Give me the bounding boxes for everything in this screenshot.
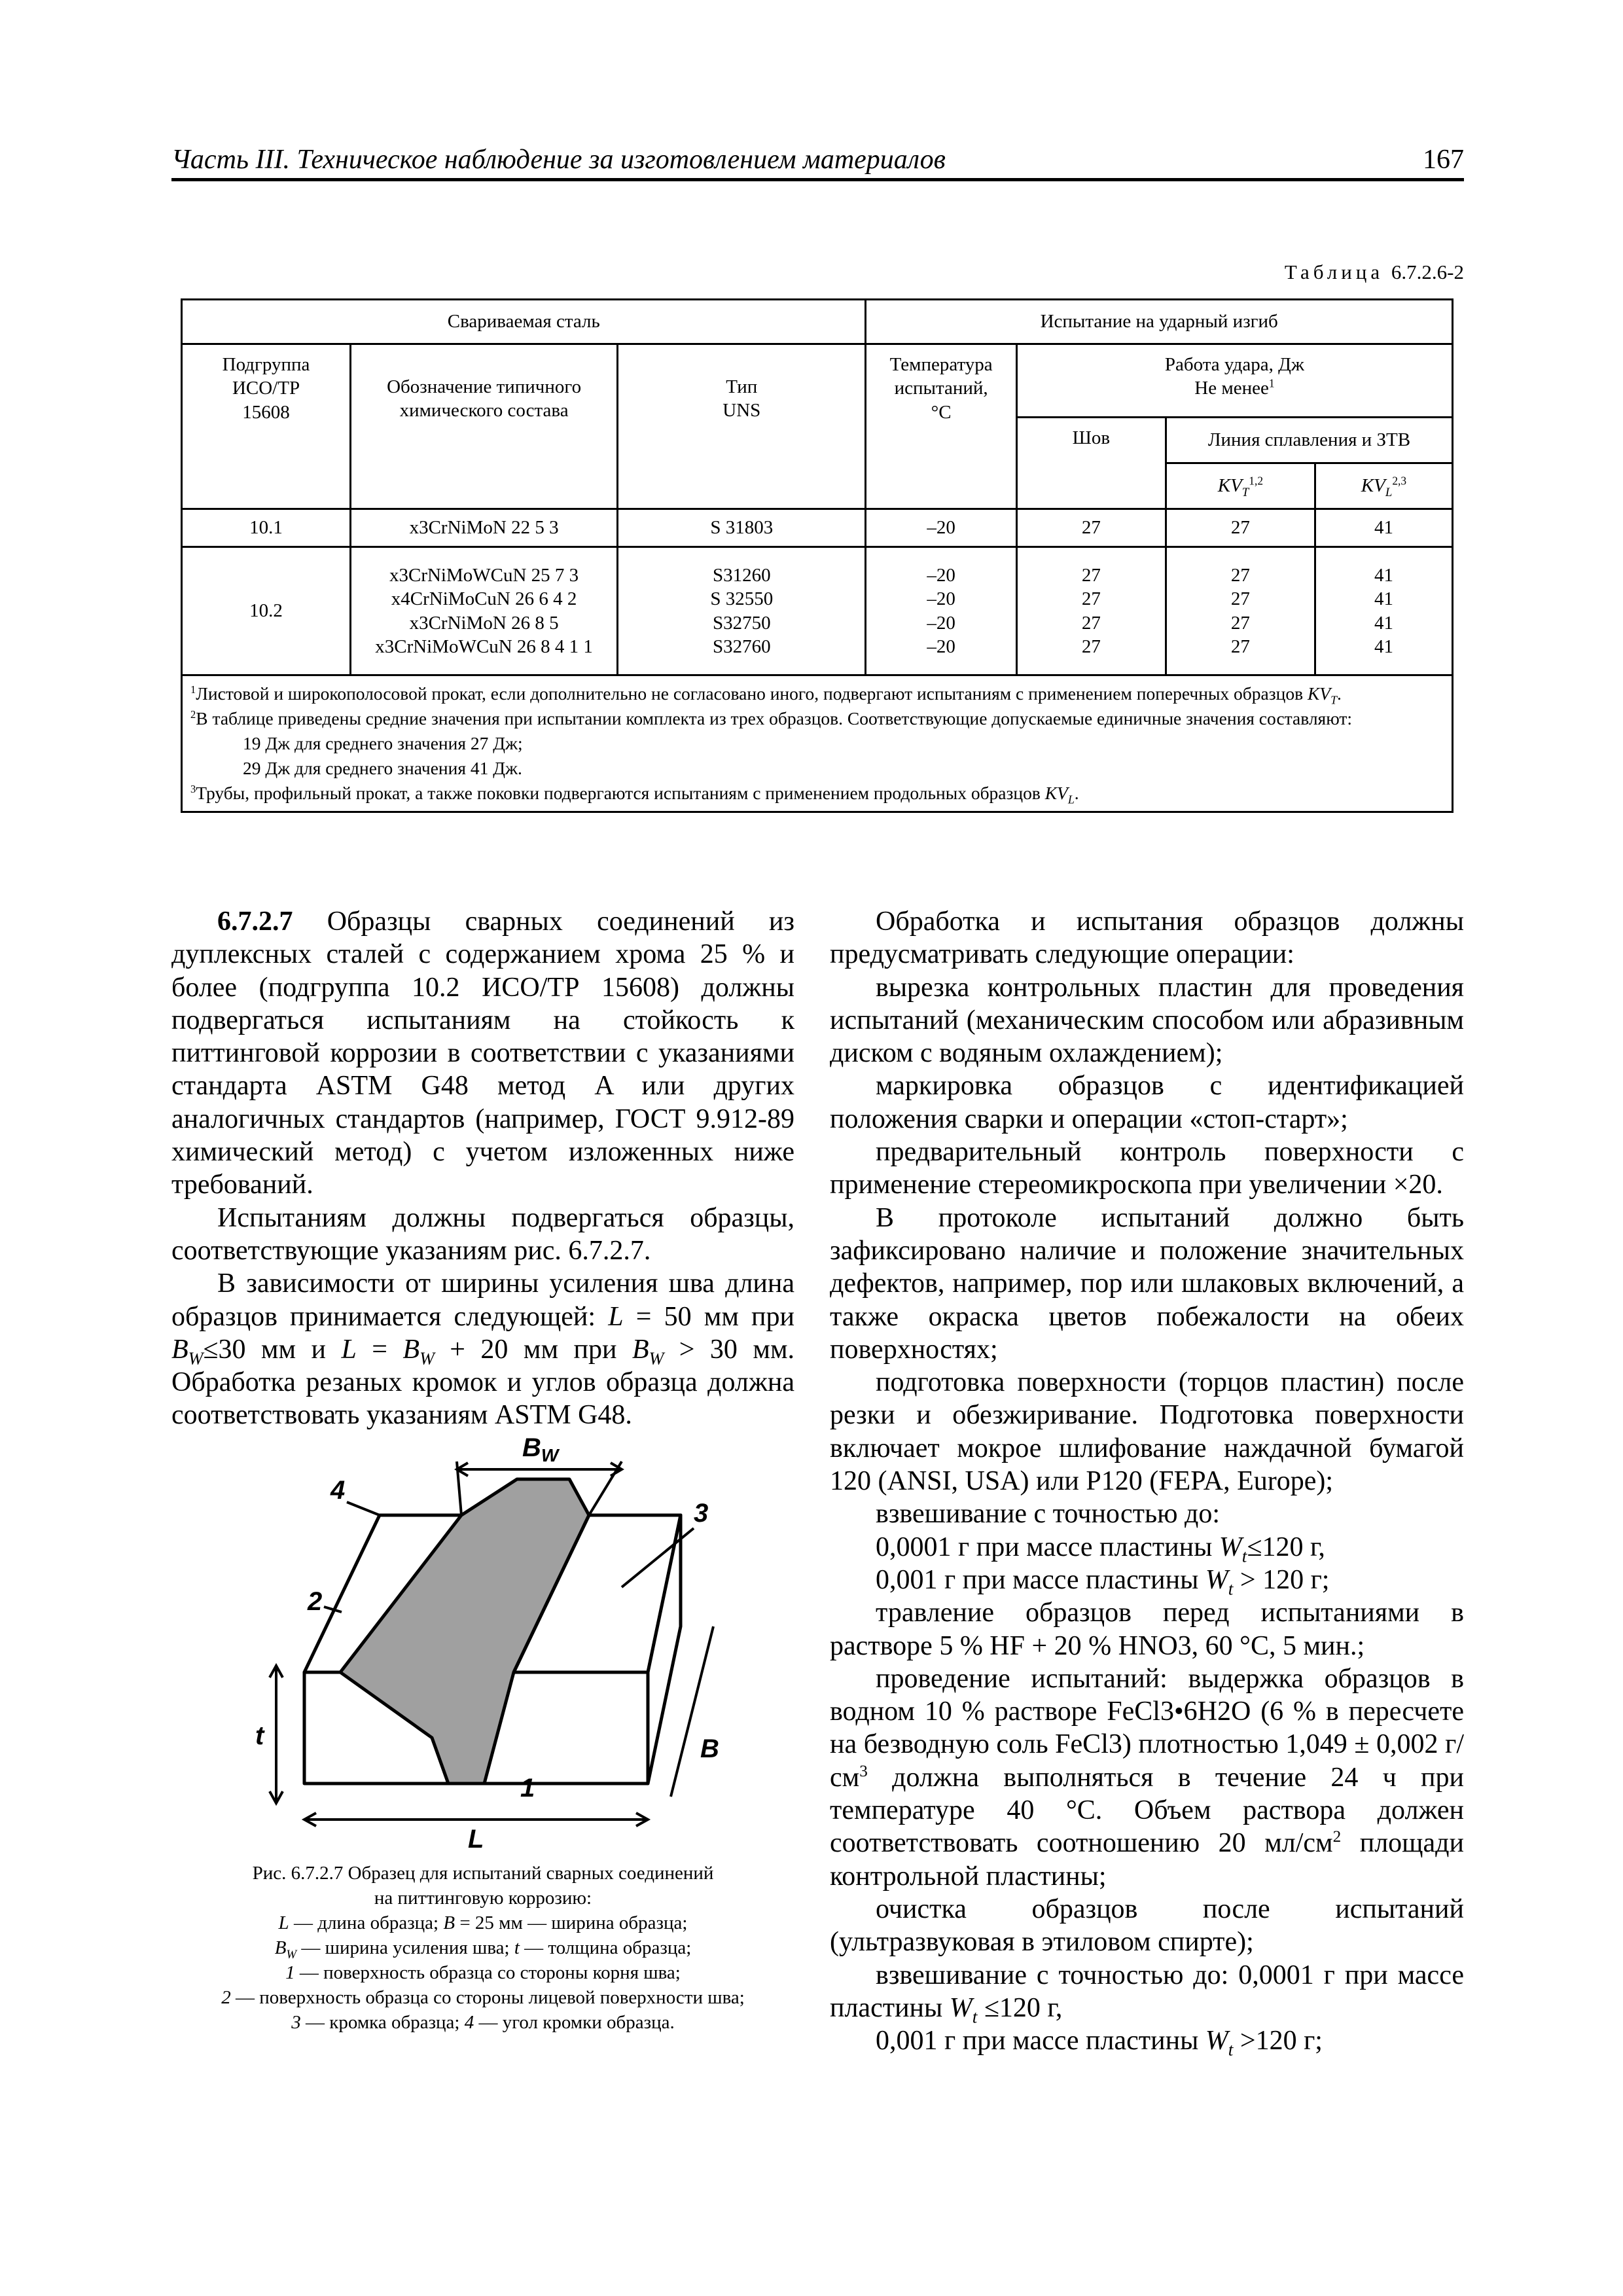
subscript: t bbox=[972, 2007, 978, 2027]
paragraph: Испытаниям должны подвергаться образцы, соответствующие указаниям рис. 6.7.2.7. bbox=[171, 1202, 794, 1266]
symbol: W bbox=[1219, 1532, 1242, 1562]
text: + 20 мм при bbox=[434, 1334, 632, 1365]
cell-line: 41 bbox=[1374, 565, 1393, 586]
table-notes-row bbox=[182, 675, 1453, 812]
cell-line: x4CrNiMoCuN 26 6 4 2 bbox=[391, 588, 577, 610]
text: 0,001 г при массе пластины bbox=[876, 2026, 1205, 2056]
symbol: L bbox=[278, 1912, 289, 1933]
footnote-end: . bbox=[1074, 782, 1079, 803]
group-header-steel: Свариваемая сталь bbox=[182, 300, 866, 344]
text: должна выполняться в течение 24 ч при температуре 40 °C. Объем раствора должен соответствовать соотношению 20 мл/см bbox=[830, 1762, 1464, 1859]
symbol: B bbox=[171, 1334, 188, 1365]
paragraph-text: Образцы сварных соединений из дуплексных сталей с содержанием хрома 25 % и более (подгруппа 10.2 ИСО/ТР 15608) должны подвергаться испытаниям на стойкость к питтинговой коррозии в соответствии с указаниями стандарта ASTM G48 метод A или других аналогичных стандартов (например, ГОСТ 9.912-89 химический метод) с учетом изложенных ниже требований. bbox=[171, 906, 794, 1200]
symbol: L bbox=[608, 1301, 624, 1332]
cell-line: –20 bbox=[927, 636, 955, 657]
leader-4 bbox=[347, 1502, 380, 1515]
figure-label-t: t bbox=[255, 1721, 264, 1750]
header-weld: Шов bbox=[1016, 418, 1166, 509]
footnote-text: В таблице приведены средние значения при испытании комплекта из трех образцов. Соответствующие допускаемые единичные значения составляют: bbox=[196, 708, 1353, 728]
caption-legend bbox=[171, 1935, 794, 1960]
cell-line: 27 bbox=[1230, 588, 1250, 610]
header-uns-line: UNS bbox=[722, 400, 761, 422]
cell-uns bbox=[618, 547, 866, 675]
text: ≤120 г, bbox=[977, 1992, 1063, 2023]
symbol: W bbox=[1205, 2026, 1228, 2056]
footnote-2 bbox=[190, 706, 1444, 731]
header-kvt bbox=[1166, 463, 1315, 509]
symbol: B bbox=[632, 1334, 649, 1365]
cell-line: S32760 bbox=[712, 636, 771, 657]
text: — кромка образца; bbox=[300, 2012, 465, 2033]
header-temperature-line: °C bbox=[931, 401, 952, 423]
text: взвешивание с точностью до: 0,0001 г при массе пластины bbox=[830, 1960, 1464, 2023]
header-impact-work bbox=[1016, 344, 1452, 418]
text: = 25 мм — ширина образца; bbox=[455, 1912, 688, 1933]
header-subgroup-line: 15608 bbox=[242, 401, 290, 423]
footnote-marker: 3 bbox=[190, 782, 196, 795]
footnote-end: . bbox=[1337, 683, 1342, 704]
cell-designation bbox=[351, 547, 618, 675]
paragraph: маркировка образцов с идентификацией положения сварки и операции «стоп-старт»; bbox=[830, 1071, 1464, 1134]
cell-line: S 32550 bbox=[710, 588, 774, 610]
subscript: W bbox=[649, 1348, 664, 1369]
symbol: W bbox=[1205, 1564, 1228, 1595]
paragraph: В протоколе испытаний должно быть зафиксировано наличие и положение значительных дефектов, например, пор или шлаковых включений, а также окраска цветов побежалости на обеих поверхностях; bbox=[830, 1202, 1464, 1365]
table-notes bbox=[182, 675, 1453, 812]
header-temperature-line: Температура bbox=[889, 354, 993, 375]
specification-table bbox=[181, 298, 1454, 813]
subscript: W bbox=[286, 1947, 297, 1962]
figure-label-3: 3 bbox=[694, 1499, 709, 1528]
header-impact-work-min bbox=[1022, 376, 1448, 400]
specimen-figure bbox=[255, 1410, 740, 1854]
footnote-text: Листовой и широкополосовой прокат, если дополнительно не согласовано иного, подвергают испытаниям с применением поперечных образцов bbox=[196, 683, 1308, 704]
table-label bbox=[1285, 260, 1464, 284]
figure-caption bbox=[171, 1861, 794, 2035]
page-number: 167 bbox=[1423, 145, 1464, 175]
header-uns bbox=[618, 344, 866, 509]
header-designation-line: химического состава bbox=[399, 400, 569, 422]
kv-subscript: T bbox=[1330, 693, 1338, 707]
superscript: 3 bbox=[859, 1762, 868, 1780]
text: — поверхность образца со стороны лицевой поверхности шва; bbox=[230, 1987, 745, 2008]
paragraph: взвешивание с точностью до: bbox=[876, 1499, 1221, 1530]
symbol: 4 bbox=[464, 2012, 474, 2033]
symbol: 3 bbox=[291, 2012, 301, 2033]
header-subgroup bbox=[182, 344, 351, 509]
group-header-test: Испытание на ударный изгиб bbox=[866, 300, 1453, 344]
figure-label-1: 1 bbox=[520, 1774, 535, 1803]
header-impact-work-line: Работа удара, Дж bbox=[1164, 354, 1304, 375]
table-row bbox=[182, 547, 1453, 675]
paragraph bbox=[830, 1531, 1464, 1564]
symbol: 1 bbox=[285, 1962, 295, 1983]
text: — угол кромки образца. bbox=[474, 2012, 675, 2033]
footnote-ref: 1 bbox=[1268, 376, 1275, 390]
cell-line: 41 bbox=[1374, 636, 1393, 657]
header-temperature bbox=[866, 344, 1016, 509]
subscript: W bbox=[419, 1348, 435, 1369]
footnote-3 bbox=[190, 781, 1444, 806]
cell-line: 41 bbox=[1374, 588, 1393, 610]
cell-line: 27 bbox=[1081, 565, 1101, 586]
header-kvl bbox=[1315, 463, 1452, 509]
text: — толщина образца; bbox=[519, 1937, 692, 1958]
cell-line: 41 bbox=[1374, 612, 1393, 634]
symbol: W bbox=[949, 1992, 972, 2023]
cell-line: x3CrNiMoWCuN 25 7 3 bbox=[389, 565, 579, 586]
section-number: 6.7.2.7 bbox=[217, 906, 293, 937]
paragraph: травление образцов перед испытаниями в растворе 5 % HF + 20 % HNO3, 60 °C, 5 мин.; bbox=[830, 1598, 1464, 1661]
cell-line: –20 bbox=[927, 612, 955, 634]
cell-kvl bbox=[1315, 547, 1452, 675]
footnote-2-item: 29 Дж для среднего значения 41 Дж. bbox=[243, 757, 522, 778]
paragraph: Обработка и испытания образцов должны предусматривать следующие операции: bbox=[830, 906, 1464, 970]
cell-kvt: 27 bbox=[1166, 509, 1315, 547]
symbol: L bbox=[341, 1334, 357, 1365]
cell-kvt bbox=[1166, 547, 1315, 675]
figure-label-2: 2 bbox=[308, 1587, 323, 1616]
subscript: t bbox=[1241, 1546, 1247, 1566]
kv-symbol: KV bbox=[1217, 475, 1242, 497]
text: В зависимости от ширины усиления шва длина образцов принимается следующей: bbox=[171, 1268, 794, 1332]
header-subgroup-line: Подгруппа bbox=[222, 354, 310, 375]
symbol: B bbox=[443, 1912, 455, 1933]
paragraph bbox=[830, 1959, 1464, 2025]
cell-line: x3CrNiMoN 26 8 5 bbox=[409, 612, 559, 634]
running-title: Часть III. Техническое наблюдение за изготовлением материалов bbox=[171, 145, 946, 175]
cell-uns: S 31803 bbox=[618, 509, 866, 547]
text: — ширина усиления шва; bbox=[296, 1937, 514, 1958]
cell-line: x3CrNiMoWCuN 26 8 4 1 1 bbox=[375, 636, 593, 657]
text: > 30 мм. Обработка резаных кромок и углов образца должна соответствовать указаниям ASTM G48. bbox=[171, 1334, 795, 1431]
cell-temperature bbox=[866, 547, 1016, 675]
cell-kvl: 41 bbox=[1315, 509, 1452, 547]
paragraph bbox=[830, 2024, 1464, 2060]
cell-line: 27 bbox=[1081, 636, 1101, 657]
footnote-marker: 1 bbox=[190, 683, 196, 696]
text: площади контрольной пластины; bbox=[830, 1828, 1464, 1892]
cell-line: –20 bbox=[927, 565, 955, 586]
caption-legend bbox=[171, 1910, 794, 1935]
paragraph-6-7-2-7 bbox=[171, 905, 794, 1202]
footnote-marker: 2 bbox=[190, 708, 196, 721]
text: 0,001 г при массе пластины bbox=[876, 1564, 1205, 1595]
caption-title-2: на питтинговую коррозию: bbox=[374, 1888, 592, 1909]
cell-line: S31260 bbox=[712, 565, 771, 586]
header-fusion-line: Линия сплавления и ЗТВ bbox=[1166, 418, 1452, 463]
header-temperature-line: испытаний, bbox=[894, 378, 988, 399]
text: = 50 мм при bbox=[623, 1301, 795, 1332]
text: 0,0001 г при массе пластины bbox=[876, 1532, 1219, 1562]
footnote-2-item: 19 Дж для среднего значения 27 Дж; bbox=[243, 732, 523, 753]
symbol: t bbox=[514, 1937, 520, 1958]
kv-symbol: KV bbox=[1361, 475, 1385, 497]
cell-line: 27 bbox=[1081, 612, 1101, 634]
cell-line: 27 bbox=[1230, 636, 1250, 657]
header-designation bbox=[351, 344, 618, 509]
symbol: B bbox=[274, 1937, 287, 1958]
paragraph: предварительный контроль поверхности с применение стереомикроскопа при увеличении ×20. bbox=[830, 1137, 1464, 1200]
cell-weld bbox=[1016, 547, 1166, 675]
superscript: 2 bbox=[1332, 1828, 1342, 1846]
cell-subgroup: 10.2 bbox=[182, 547, 351, 675]
text: ≤120 г, bbox=[1247, 1532, 1325, 1562]
subscript: t bbox=[1228, 1579, 1234, 1599]
cell-line: –20 bbox=[927, 588, 955, 610]
text: > 120 г; bbox=[1233, 1564, 1330, 1595]
cell-line: 27 bbox=[1081, 588, 1101, 610]
cell-subgroup: 10.1 bbox=[182, 509, 351, 547]
paragraph bbox=[830, 1662, 1464, 1893]
caption-title: Рис. 6.7.2.7 Образец для испытаний сварных соединений bbox=[252, 1863, 714, 1884]
table-label-word: Таблица bbox=[1284, 260, 1384, 283]
subscript: W bbox=[188, 1348, 204, 1369]
text: >120 г; bbox=[1233, 2026, 1323, 2056]
footnote-text: Трубы, профильный прокат, а также поковки подвергаются испытаниям с применением продольных образцов bbox=[196, 782, 1045, 803]
paragraph: вырезка контрольных пластин для проведения испытаний (механическим способом или абразивным диском с водяным охлаждением); bbox=[830, 972, 1464, 1069]
caption-legend bbox=[171, 1960, 794, 1985]
footnote-ref: 1,2 bbox=[1249, 474, 1264, 488]
cell-weld: 27 bbox=[1016, 509, 1166, 547]
text: ≤30 мм и bbox=[203, 1334, 342, 1365]
figure-label-l: L bbox=[468, 1825, 484, 1854]
kv-subscript: T bbox=[1241, 486, 1249, 500]
figure-label-4: 4 bbox=[330, 1476, 346, 1505]
figure-label-b: B bbox=[700, 1734, 719, 1763]
right-column bbox=[830, 905, 1464, 2060]
b-dimension-line bbox=[671, 1626, 713, 1797]
symbol: B bbox=[402, 1334, 420, 1365]
paragraph-length-rule bbox=[171, 1267, 794, 1431]
text: = bbox=[356, 1334, 403, 1365]
cell-line: 27 bbox=[1230, 565, 1250, 586]
kv-symbol: KV bbox=[1044, 782, 1068, 803]
kv-subscript: L bbox=[1385, 486, 1393, 500]
header-impact-work-line: Не менее bbox=[1194, 378, 1269, 399]
table-label-number: 6.7.2.6-2 bbox=[1391, 260, 1464, 283]
cell-designation: x3CrNiMoN 22 5 3 bbox=[351, 509, 618, 547]
header-subgroup-line: ИСО/ТР bbox=[232, 378, 300, 399]
header-uns-line: Тип bbox=[726, 376, 758, 397]
cell-line: 27 bbox=[1230, 612, 1250, 634]
paragraph: очистка образцов после испытаний (ультразвуковая в этиловом спирте); bbox=[830, 1893, 1464, 1958]
text: — поверхность образца со стороны корня шва; bbox=[294, 1962, 681, 1983]
paragraph bbox=[830, 1564, 1464, 1599]
header-designation-line: Обозначение типичного bbox=[387, 376, 582, 397]
running-header bbox=[171, 136, 1464, 181]
cell-temperature: –20 bbox=[866, 509, 1016, 547]
paragraph: подготовка поверхности (торцов пластин) после резки и обезжиривание. Подготовка поверхности включает мокрое шлифование наждачной бумагой 120 (ANSI, USA) или P120 (FEPA, Europe); bbox=[830, 1367, 1464, 1497]
symbol: 2 bbox=[221, 1987, 231, 2008]
left-column bbox=[171, 905, 794, 1432]
footnote-ref: 2,3 bbox=[1392, 474, 1407, 488]
cell-line: S32750 bbox=[712, 612, 771, 634]
kv-subscript: L bbox=[1067, 793, 1075, 806]
subscript: t bbox=[1228, 2039, 1234, 2060]
footnote-1 bbox=[190, 681, 1444, 706]
caption-legend bbox=[171, 2010, 794, 2035]
table-row bbox=[182, 509, 1453, 547]
kv-symbol: KV bbox=[1307, 683, 1331, 704]
text: проведение испытаний: выдержка образцов в водном 10 % растворе FeCl3•6H2O (6 % в пересчете на безводную соль FeCl3) плотностью 1,049 ± 0,002 г/см bbox=[830, 1663, 1464, 1793]
figure-label-bw: $B_W$ bbox=[522, 1433, 559, 1465]
caption-legend bbox=[171, 1985, 794, 2010]
text: — длина образца; bbox=[289, 1912, 444, 1933]
